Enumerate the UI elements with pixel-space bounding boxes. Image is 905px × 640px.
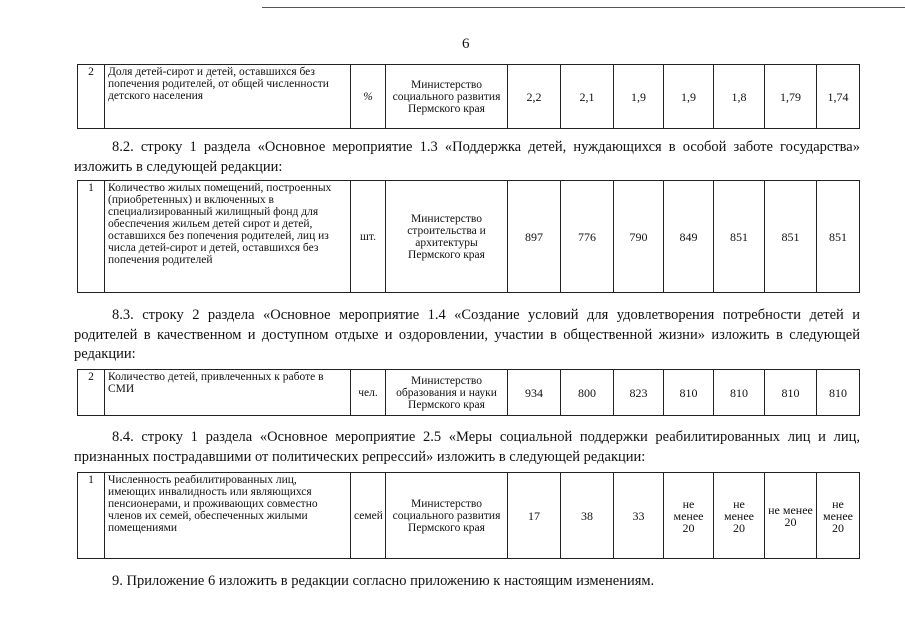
unit: шт. — [351, 181, 386, 293]
paragraph-text: 8.2. строку 1 раздела «Основное мероприятие 1.3 «Поддержка детей, нуждающихся в особой заботе государства» изложить в следующей редакции: — [74, 139, 860, 175]
value-cell: 1,9 — [664, 65, 714, 129]
indicator-table-1 — [77, 64, 860, 129]
ministry: Министерство социального развития Пермского края — [386, 65, 508, 129]
indicator-table-2 — [77, 180, 860, 293]
indicator-table-3 — [77, 369, 860, 416]
value-cell: 810 — [714, 370, 765, 416]
value-cell: 810 — [664, 370, 714, 416]
table-row — [78, 473, 860, 559]
header-rule — [262, 7, 905, 8]
value-cell: 1,79 — [765, 65, 817, 129]
value-cell: 849 — [664, 181, 714, 293]
table-row — [78, 370, 860, 416]
indicator-name: Численность реабилитированных лиц, имеющих инвалидность или являющихся пенсионерами, и проживающих совместно членов их семей, обеспеченных жилыми помещениями — [105, 473, 351, 559]
value-cell: 810 — [817, 370, 860, 416]
row-number: 1 — [78, 181, 105, 293]
value-cell: 17 — [508, 473, 561, 559]
paragraph-text: 8.3. строку 2 раздела «Основное мероприятие 1.4 «Создание условий для удовлетворения потребности детей и родителей в качественном и доступном отдыхе и оздоровлении, участии в общественной жизни» изложить в следующей редакции: — [74, 307, 860, 362]
value-cell: 1,9 — [614, 65, 664, 129]
indicator-table-4 — [77, 472, 860, 559]
indicator-name: Количество детей, привлеченных к работе в СМИ — [105, 370, 351, 416]
paragraph-8-4 — [74, 428, 860, 467]
value-cell: 851 — [817, 181, 860, 293]
value-cell: 776 — [561, 181, 614, 293]
ministry: Министерство образования и науки Пермского края — [386, 370, 508, 416]
value-cell: 897 — [508, 181, 561, 293]
value-cell: не менее 20 — [817, 473, 860, 559]
value-cell: не менее 20 — [714, 473, 765, 559]
paragraph-8-3 — [74, 306, 860, 365]
table-row — [78, 181, 860, 293]
value-cell: 2,2 — [508, 65, 561, 129]
value-cell: 790 — [614, 181, 664, 293]
value-cell: 1,74 — [817, 65, 860, 129]
page-number: 6 — [462, 36, 470, 52]
unit: % — [351, 65, 386, 129]
value-cell: 810 — [765, 370, 817, 416]
indicator-name: Количество жилых помещений, построенных (приобретенных) и включенных в специализированный жилищный фонд для обеспечения жильем детей сирот и детей, оставшихся без попечения родителей, лиц из числа детей-сирот и детей, оставшихся без попечения родителей — [105, 181, 351, 293]
row-number: 2 — [78, 370, 105, 416]
indicator-name: Доля детей-сирот и детей, оставшихся без попечения родителей, от общей численности детского населения — [105, 65, 351, 129]
paragraph-9 — [74, 572, 860, 592]
value-cell: не менее 20 — [765, 473, 817, 559]
value-cell: 1,8 — [714, 65, 765, 129]
unit: семей — [351, 473, 386, 559]
ministry: Министерство строительства и архитектуры Пермского края — [386, 181, 508, 293]
value-cell: 33 — [614, 473, 664, 559]
paragraph-text: 8.4. строку 1 раздела «Основное мероприятие 2.5 «Меры социальной поддержки реабилитированных лиц и лиц, признанных пострадавшими от политических репрессий» изложить в следующей редакции: — [74, 429, 860, 465]
table-row — [78, 65, 860, 129]
ministry: Министерство социального развития Пермского края — [386, 473, 508, 559]
paragraph-8-2 — [74, 138, 860, 177]
value-cell: 851 — [765, 181, 817, 293]
value-cell: 823 — [614, 370, 664, 416]
row-number: 2 — [78, 65, 105, 129]
value-cell: 800 — [561, 370, 614, 416]
paragraph-text: 9. Приложение 6 изложить в редакции согласно приложению к настоящим изменениям. — [112, 573, 655, 589]
value-cell: не менее 20 — [664, 473, 714, 559]
value-cell: 2,1 — [561, 65, 614, 129]
value-cell: 851 — [714, 181, 765, 293]
row-number: 1 — [78, 473, 105, 559]
value-cell: 38 — [561, 473, 614, 559]
value-cell: 934 — [508, 370, 561, 416]
unit: чел. — [351, 370, 386, 416]
